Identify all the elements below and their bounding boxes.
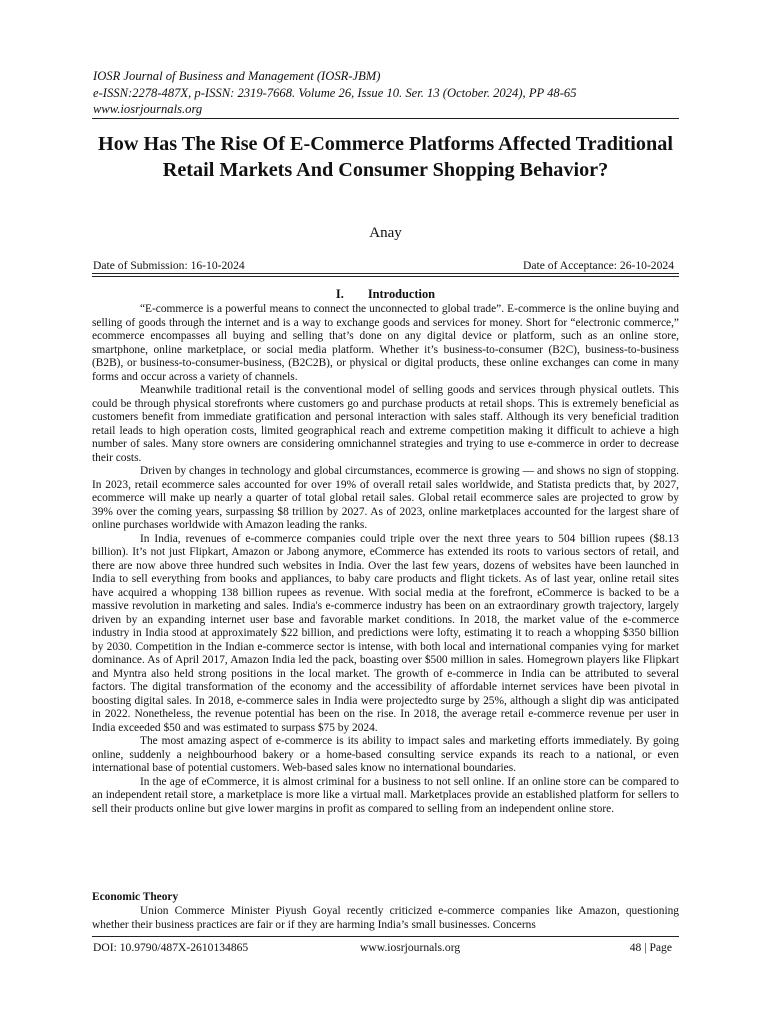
dates-row (92, 259, 679, 274)
paragraph: In the age of eCommerce, it is almost criminal for a business to not sell online. If an online store can be compared to an independent retail store, a marketplace is more like a virtual mall. Marketplaces provide an established platform for sellers to sell their products online but give lower margins in profit as compared to selling from an independent online store. (92, 775, 679, 815)
journal-header (93, 68, 683, 118)
footer-website-link[interactable]: www.iosrjournals.org (360, 941, 461, 954)
paragraph: Union Commerce Minister Piyush Goyal recently criticized e-commerce companies like Amazon, questioning whether their business practices are fair or if they are harming India’s small businesses. Concerns (92, 905, 679, 931)
acceptance-date: Date of Acceptance: 26-10-2024 (523, 259, 674, 272)
introduction-body (92, 303, 679, 816)
section-heading (92, 287, 679, 302)
dates-divider-top (92, 273, 679, 274)
journal-name: IOSR Journal of Business and Management (IOSR-JBM) (93, 69, 381, 83)
subsection-heading: Economic Theory (92, 891, 179, 903)
dates-divider-bottom (92, 276, 679, 277)
economic-theory-body (92, 905, 679, 932)
paragraph: Driven by changes in technology and global circumstances, ecommerce is growing — and shows no sign of stopping. In 2023, retail ecommerce sales accounted for over 19% of overall retail sales worldwide, and Statista predicts that, by 2027, ecommerce will make up nearly a quarter of total global retail sales. Global retail ecommerce sales are projected to grow by 39% over the coming years, surpassing $8 trillion by 2027. As of 2023, online marketplaces accounted for the largest share of online purchases worldwide with Amazon leading the ranks. (92, 465, 679, 531)
section-title: Introduction (367, 287, 436, 301)
footer-divider (92, 936, 679, 937)
paragraph: The most amazing aspect of e-commerce is its ability to impact sales and marketing efforts immediately. By going online, suddenly a neighbourhood bakery or a home-based consulting service expands its reach to a national, or even international base of potential customers. Web-based sales know no international boundaries. (92, 735, 679, 774)
doi: DOI: 10.9790/487X-2610134865 (93, 941, 249, 954)
paragraph: Meanwhile traditional retail is the conventional model of selling goods and services through physical outlets. This could be through physical storefronts where customers go and purchase products at retail shops. This is extremely beneficial as customers benefit from immediate gratification and personal interaction with sales staff. Although its very beneficial tradition retail leads to high operation costs, limited geographical reach and extreme competition making it difficult to achieve a high number of sales. Many store owners are considering omnichannel strategies and trying to use e-commerce in order to decrease their costs. (92, 384, 679, 464)
paper-title: How Has The Rise Of E-Commerce Platforms Affected Traditional Retail Markets And Consumer Shopping Behavior? (98, 133, 673, 181)
page-number: 48 | Page (629, 941, 672, 954)
author-name: Anay (369, 225, 402, 241)
page-footer (92, 941, 679, 956)
section-number: I. (335, 287, 344, 301)
journal-website-link[interactable]: www.iosrjournals.org (93, 102, 203, 116)
submission-date: Date of Submission: 16-10-2024 (93, 259, 245, 272)
paragraph: “E-commerce is a powerful means to connect the unconnected to global trade”. E-commerce is the online buying and selling of goods through the internet and is a way to exchange goods and services for money. Short for “electronic commerce,” ecommerce encompasses all buying and selling that’s done on any digital device or platform, such as an online store, smartphone, online marketplace, or social media platform. Whether it’s business-to-consumer (B2C), business-to-business (B2B), or business-to-consumer-business, (B2C2B), or physical or digital products, these online exchanges can come in many forms and occur across a variety of channels. (92, 303, 679, 383)
issn-line: e-ISSN:2278-487X, p-ISSN: 2319-7668. Volume 26, Issue 10. Ser. 13 (October. 2024), PP 48-65 (93, 85, 577, 100)
header-divider (92, 118, 679, 119)
paragraph: In India, revenues of e-commerce companies could triple over the next three years to 504 billion rupees ($8.13 billion). It’s not just Flipkart, Amazon or Jabong anymore, eCommerce has extended its roots to various sectors of retail, and there are now above three hundred such websites in India. Over the last few years, dozens of websites have been launched in India to sell everything from books and appliances, to baby care products and flight tickets. As of last year, online retail sites have acquired a whopping 138 billion rupees as revenue. With social media at the forefront, eCommerce is backed to be a massive revolution in marketing and sales. India's e-commerce industry has been on an extraordinary growth trajectory, largely driven by an expanding internet user base and favorable market conditions. In 2018, the market value of the e-commerce industry in India stood at approximately $22 billion, and predictions were lofty, estimating it to reach a whopping $350 billion by 2030. Competition in the Indian e-commerce sector is intense, with both local and international companies vying for market dominance. As of April 2017, Amazon India led the pack, boasting over $500 million in sales. Homegrown players like Flipkart and Myntra also held strong positions in the local market. The growth of e-commerce in India can be attributed to several factors. The digital transformation of the economy and the accessibility of affordable internet services have been pivotal in boosting digital sales. In 2018, e-commerce sales in India were projectedto surge by 25%, although a slight dip was anticipated in 2022. Nonetheless, the revenue potential has been on the rise. In 2018, the average retail e-commerce revenue per user in India exceeded $50 and was estimated to surpass $75 by 2024. (92, 532, 679, 734)
